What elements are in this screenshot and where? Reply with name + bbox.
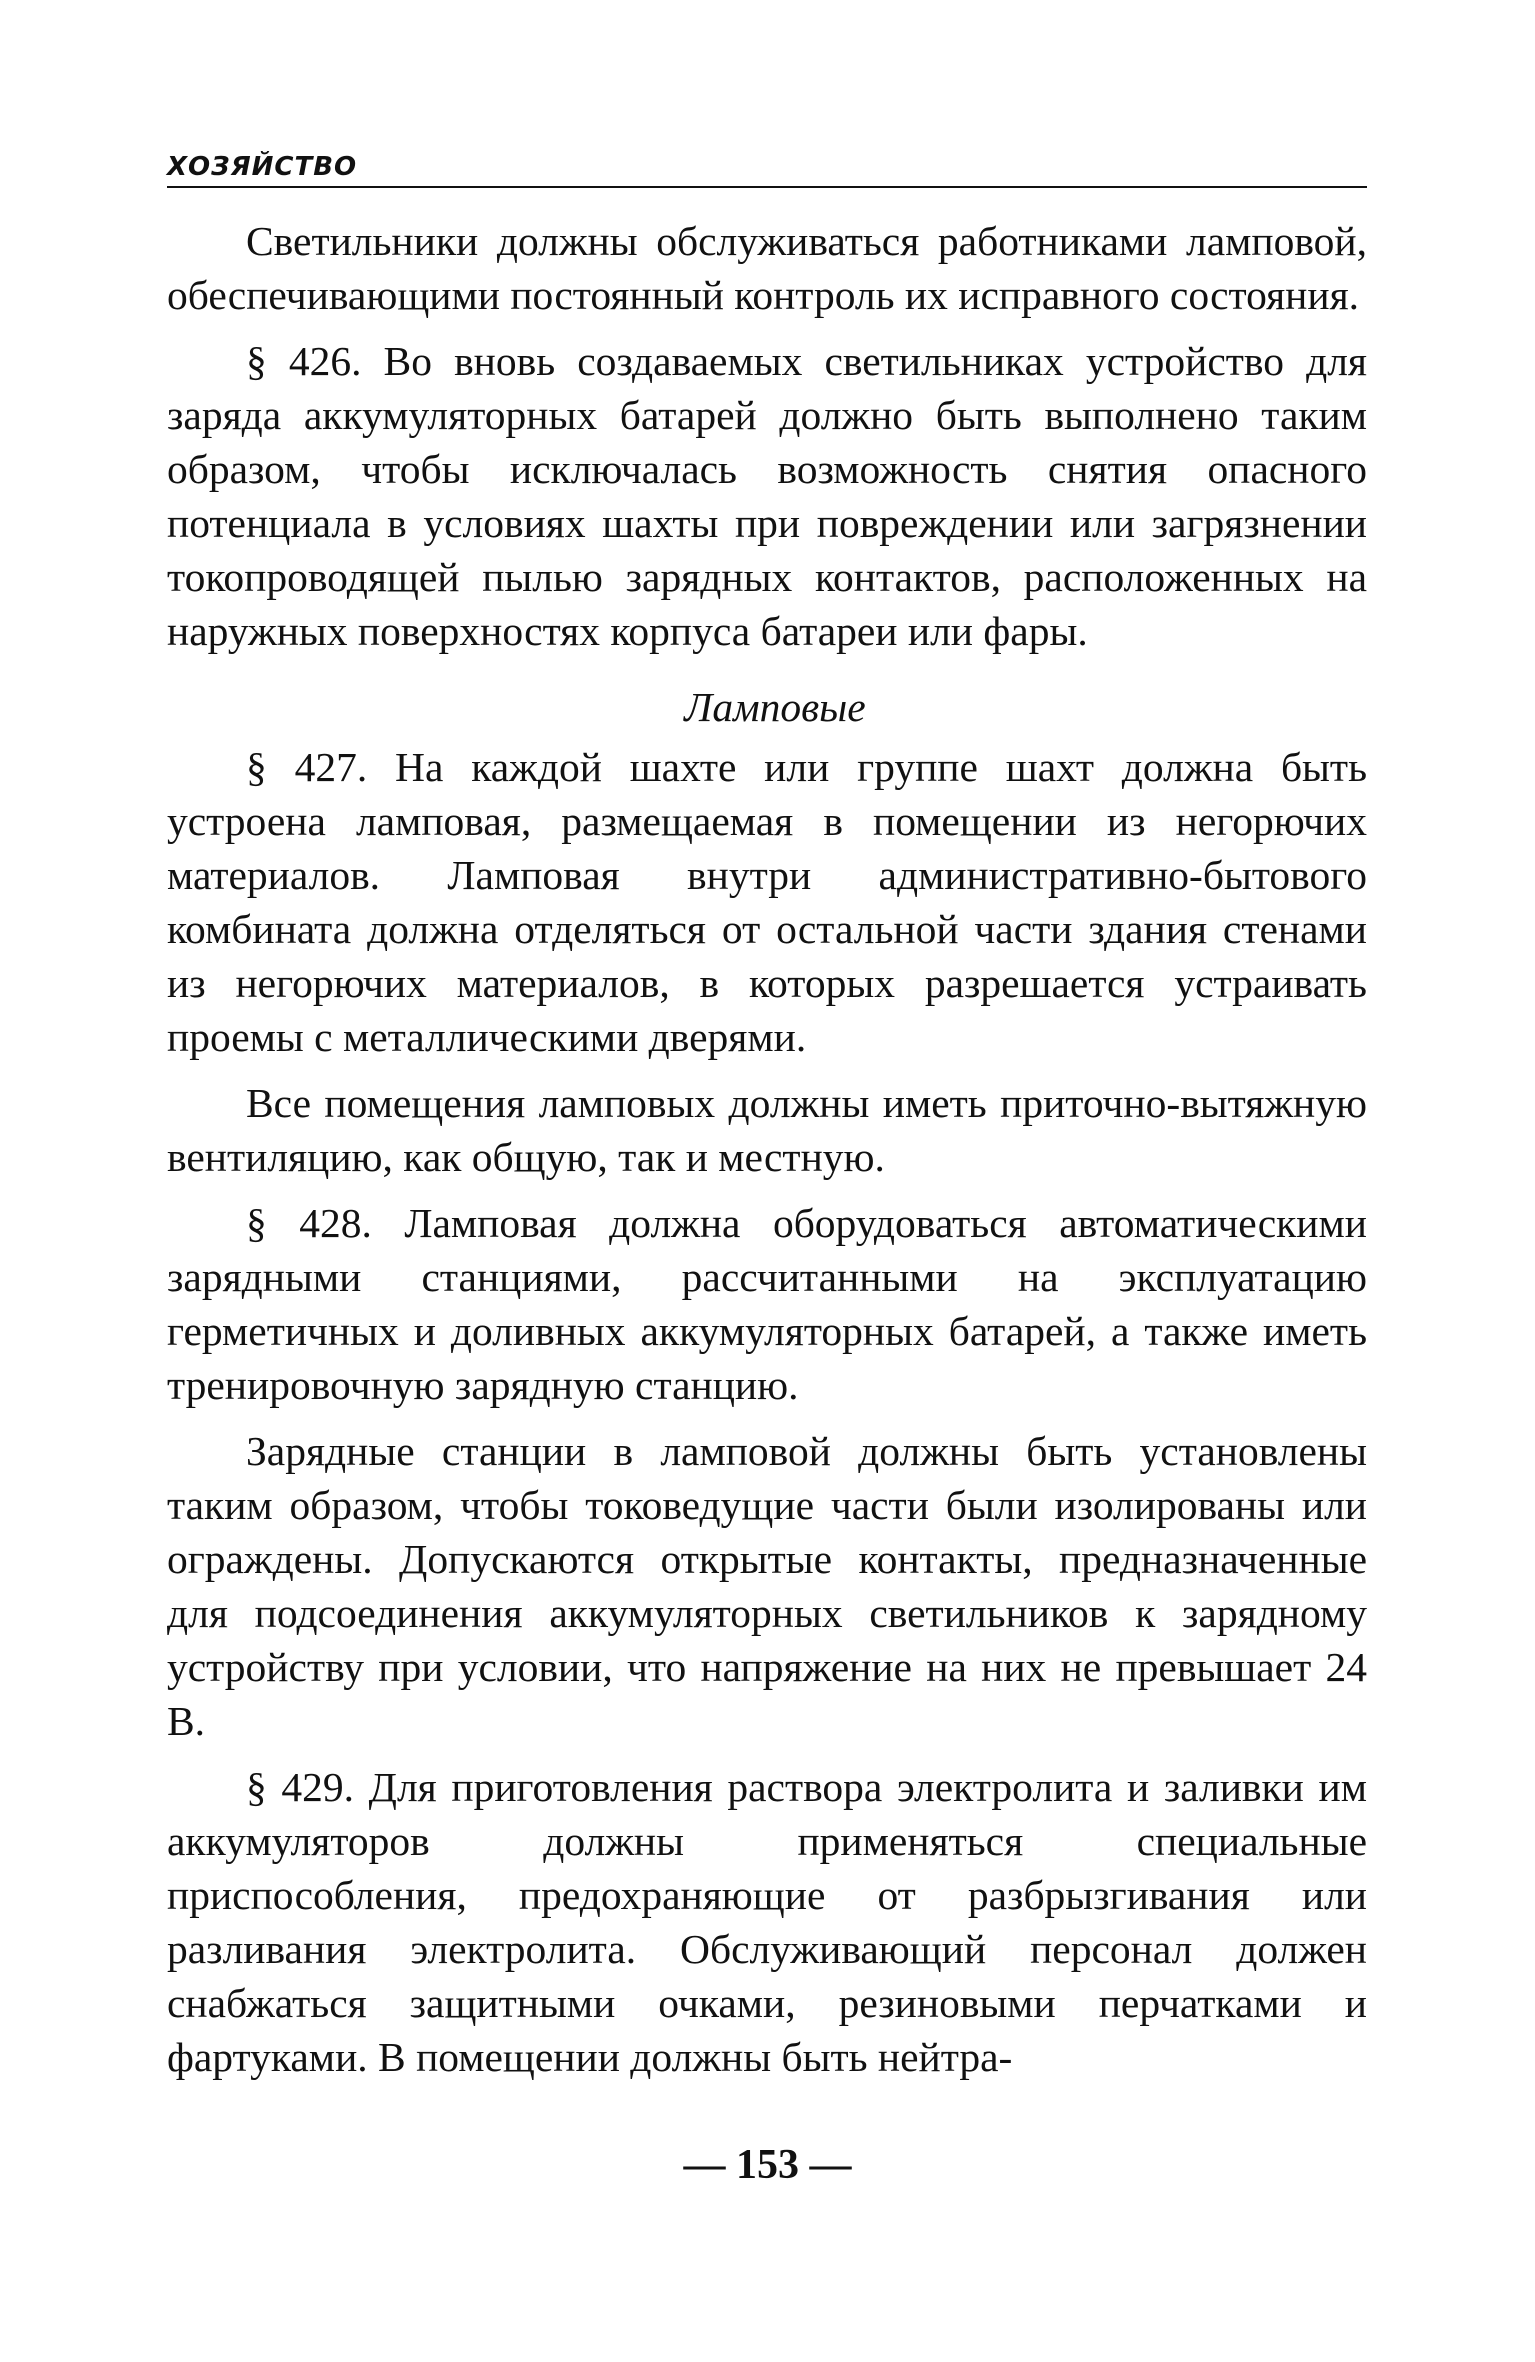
paragraph-section-428: § 428. Ламповая должна оборудоваться автоматическими зарядными станциями, рассчитанными на эксплуатацию герметичных и доливных аккумуляторных батарей, а также иметь тренировочную зарядную станцию. (167, 1200, 1367, 1408)
body-text (167, 214, 1367, 2084)
paragraph-section-427: § 427. На каждой шахте или группе шахт должна быть устроена ламповая, размещаемая в помещении из негорючих материалов. Ламповая внутри административно-бытового комбината должна отделяться от остальной части здания стенами из негорючих материалов, в которых разрешается устраивать проемы с металлическими дверями. (167, 744, 1367, 1060)
section-heading: Ламповые (684, 684, 866, 730)
paragraph-charging-stations: Зарядные станции в ламповой должны быть установлены таким образом, чтобы токоведущие части были изолированы или ограждены. Допускаются открытые контакты, предназначенные для подсоединения аккумуляторных светильников к зарядному устройству при условии, что напряжение на них не превышает 24 В. (167, 1428, 1367, 1744)
book-page (167, 152, 1367, 2084)
running-head: ХОЗЯЙСТВО (167, 152, 1367, 188)
paragraph-section-429: § 429. Для приготовления раствора электролита и заливки им аккумуляторов должны применяться специальные приспособления, предохраняющие от разбрызгивания или разливания электролита. Обслуживающий персонал должен снабжаться защитными очками, резиновыми перчатками и фартуками. В помещении должны быть нейтра- (167, 1764, 1367, 2080)
paragraph-section-426: § 426. Во вновь создаваемых светильниках устройство для заряда аккумуляторных батарей должно быть выполнено таким образом, чтобы исключалась возможность снятия опасного потенциала в условиях шахты при повреждении или загрязнении токопроводящей пылью зарядных контактов, расположенных на наружных поверхностях корпуса батареи или фары. (167, 338, 1367, 654)
page-number: — 153 — (683, 2142, 852, 2188)
paragraph-luminaires-maintenance: Светильники должны обслуживаться работниками ламповой, обеспечивающими постоянный контроль их исправного состояния. (167, 218, 1367, 318)
paragraph-ventilation: Все помещения ламповых должны иметь приточно-вытяжную вентиляцию, как общую, так и местную. (167, 1080, 1367, 1180)
